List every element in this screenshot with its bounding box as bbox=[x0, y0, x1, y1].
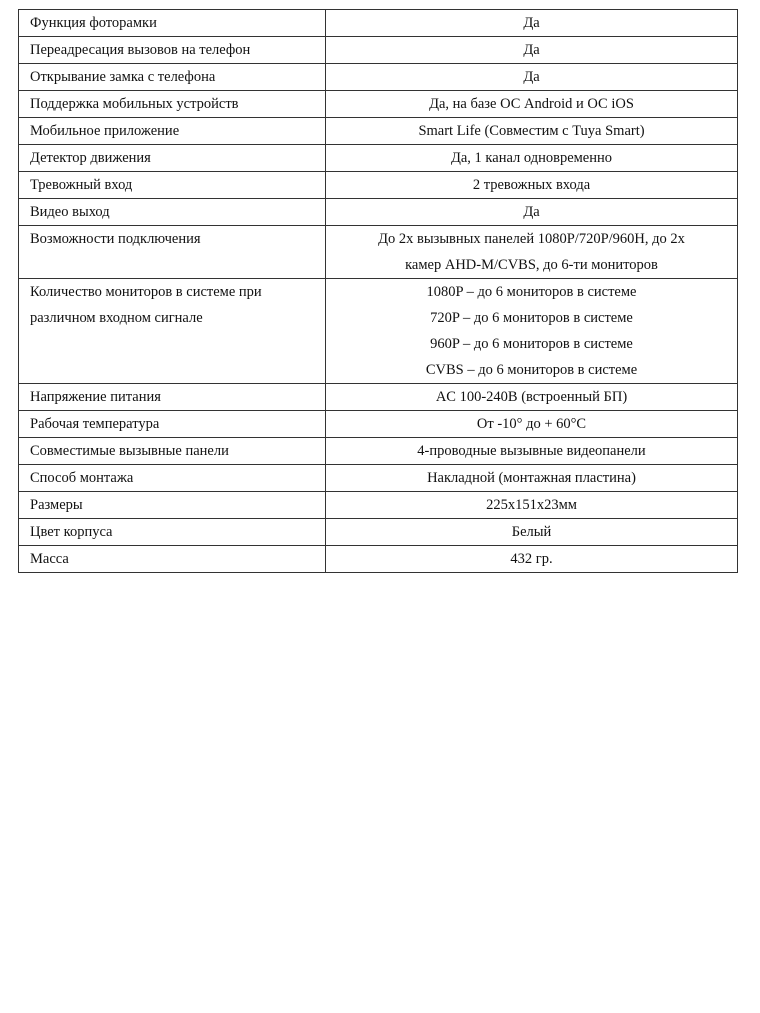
spec-value-line: Да, 1 канал одновременно bbox=[450, 150, 613, 166]
spec-value-line: 2 тревожных входа bbox=[472, 177, 591, 193]
spec-value-line: 1080P – до 6 мониторов в системе bbox=[426, 284, 637, 300]
table-row bbox=[19, 118, 738, 145]
spec-value-line: 225x151x23мм bbox=[486, 497, 577, 513]
spec-label-cell: Напряжение питания bbox=[19, 384, 326, 411]
spec-value-cell bbox=[326, 546, 738, 573]
table-row bbox=[19, 199, 738, 226]
spec-value-line: Да bbox=[523, 204, 540, 220]
spec-value-cell bbox=[326, 411, 738, 438]
spec-value-line: 960P – до 6 мониторов в системе bbox=[430, 336, 633, 352]
spec-label-cell: Количество мониторов в системе при различном входном сигнале bbox=[19, 279, 326, 384]
spec-label-cell: Масса bbox=[19, 546, 326, 573]
table-row bbox=[19, 465, 738, 492]
table-row bbox=[19, 91, 738, 118]
spec-value-cell bbox=[326, 465, 738, 492]
spec-value-cell bbox=[326, 492, 738, 519]
spec-label-cell: Открывание замка с телефона bbox=[19, 64, 326, 91]
table-row bbox=[19, 411, 738, 438]
table-row bbox=[19, 384, 738, 411]
specifications-table-body bbox=[19, 10, 738, 573]
spec-value-line: камер AHD-M/CVBS, до 6-ти мониторов bbox=[405, 257, 658, 273]
table-row bbox=[19, 145, 738, 172]
spec-value-line: Да, на базе ОС Android и ОС iOS bbox=[429, 96, 634, 112]
spec-value-line: 720P – до 6 мониторов в системе bbox=[430, 310, 633, 326]
spec-value-cell bbox=[326, 384, 738, 411]
table-row bbox=[19, 64, 738, 91]
spec-label-cell: Тревожный вход bbox=[19, 172, 326, 199]
spec-value-line: 432 гр. bbox=[510, 551, 553, 567]
table-row bbox=[19, 492, 738, 519]
spec-value-cell bbox=[326, 199, 738, 226]
specifications-table bbox=[18, 9, 738, 573]
table-row bbox=[19, 37, 738, 64]
table-row bbox=[19, 438, 738, 465]
spec-label-cell: Совместимые вызывные панели bbox=[19, 438, 326, 465]
spec-value-line: AC 100-240В (встроенный БП) bbox=[435, 389, 628, 405]
spec-value-cell bbox=[326, 118, 738, 145]
spec-label-cell: Размеры bbox=[19, 492, 326, 519]
spec-label-cell: Функция фоторамки bbox=[19, 10, 326, 37]
spec-value-line: 4-проводные вызывные видеопанели bbox=[417, 443, 646, 459]
spec-value-line: От -10° до + 60°С bbox=[476, 416, 587, 432]
spec-label-cell: Возможности подключения bbox=[19, 226, 326, 279]
spec-label-cell: Мобильное приложение bbox=[19, 118, 326, 145]
spec-value-cell bbox=[326, 64, 738, 91]
table-row bbox=[19, 172, 738, 199]
spec-value-line: Да bbox=[523, 42, 540, 58]
spec-value-cell bbox=[326, 10, 738, 37]
spec-label-cell: Поддержка мобильных устройств bbox=[19, 91, 326, 118]
spec-value-line: Да bbox=[523, 69, 540, 85]
spec-value-cell bbox=[326, 145, 738, 172]
spec-label-cell: Способ монтажа bbox=[19, 465, 326, 492]
table-row bbox=[19, 546, 738, 573]
table-row bbox=[19, 279, 738, 384]
spec-value-line: Smart Life (Совместим с Tuya Smart) bbox=[418, 123, 645, 139]
spec-value-cell bbox=[326, 279, 738, 384]
table-row bbox=[19, 519, 738, 546]
spec-value-line: Белый bbox=[511, 524, 552, 540]
spec-label-cell: Детектор движения bbox=[19, 145, 326, 172]
spec-value-line: Накладной (монтажная пластина) bbox=[427, 470, 636, 486]
table-row bbox=[19, 226, 738, 279]
spec-label-cell: Рабочая температура bbox=[19, 411, 326, 438]
spec-value-cell bbox=[326, 91, 738, 118]
table-row bbox=[19, 10, 738, 37]
spec-label-cell: Цвет корпуса bbox=[19, 519, 326, 546]
spec-sheet bbox=[18, 9, 738, 573]
spec-label-cell: Видео выход bbox=[19, 199, 326, 226]
spec-value-cell bbox=[326, 37, 738, 64]
spec-value-line: До 2х вызывных панелей 1080P/720P/960H, до 2х bbox=[378, 231, 685, 247]
spec-value-line: Да bbox=[523, 15, 540, 31]
spec-value-cell bbox=[326, 438, 738, 465]
spec-value-cell bbox=[326, 172, 738, 199]
spec-label-cell: Переадресация вызовов на телефон bbox=[19, 37, 326, 64]
spec-value-cell bbox=[326, 226, 738, 279]
spec-value-line: CVBS – до 6 мониторов в системе bbox=[425, 362, 638, 378]
spec-value-cell bbox=[326, 519, 738, 546]
